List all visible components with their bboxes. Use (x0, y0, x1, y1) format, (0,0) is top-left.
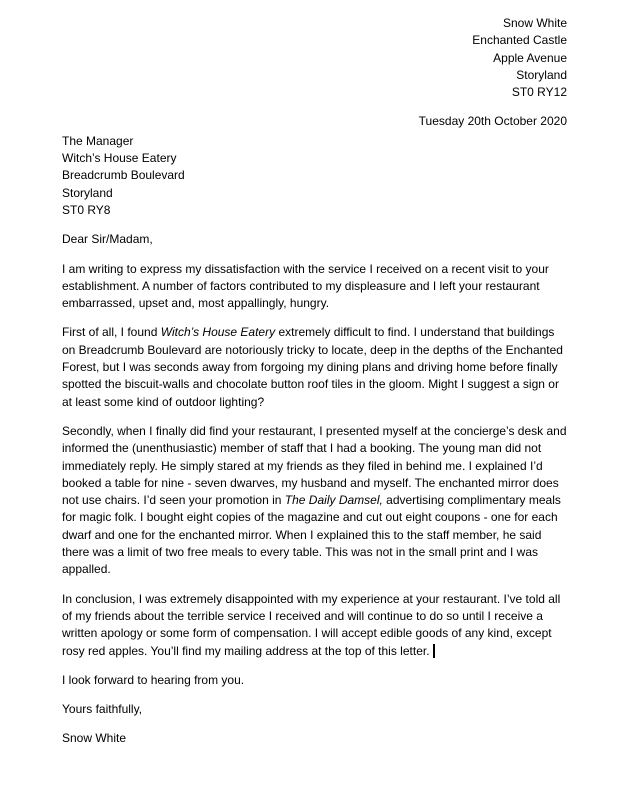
italic-text-run[interactable]: Witch’s House Eatery (160, 325, 276, 340)
recipient-address-line[interactable]: Breadcrumb Boulevard (62, 168, 185, 183)
sender-address-line[interactable]: Apple Avenue (493, 50, 567, 65)
text-cursor (433, 644, 435, 658)
recipient-address-block (62, 133, 567, 219)
italic-text-run[interactable]: The Daily Damsel, (284, 493, 383, 508)
sender-address-line[interactable]: ST0 RY12 (511, 85, 567, 100)
closing-line[interactable]: Yours faithfully, (62, 702, 143, 717)
body-paragraph-1[interactable] (62, 261, 567, 313)
recipient-address-line[interactable]: Storyland (62, 185, 113, 200)
outro-line[interactable]: I look forward to hearing from you. (62, 672, 245, 687)
sender-address-line[interactable]: Storyland (516, 67, 567, 82)
body-paragraph-2[interactable] (62, 324, 567, 410)
salutation[interactable]: Dear Sir/Madam, (62, 232, 153, 247)
text-run[interactable]: First of all, I found (62, 325, 161, 340)
sender-address-block (62, 15, 567, 101)
text-run[interactable]: I am writing to express my dissatisfaction with the service I received on a recent visit to your establishment. A number of factors contributed to my displeasure and I left your restaurant embarrassed, upset and, most appallingly, hungry. (62, 261, 549, 311)
text-run[interactable]: Secondly, when I finally did find your restaurant, I presented myself at the concierge’s desk and informed the (unenthusiastic) member of staff that I had a booking. The young man did not immediately reply. He simply stared at my friends as they filed in behind me. I explained I’d booked a table for nine - seven dwarves, my husband and myself. The enchanted mirror does not use chairs. I’d seen your promotion in (62, 423, 567, 508)
recipient-address-line[interactable]: Witch’s House Eatery (62, 151, 177, 166)
letter-body (62, 261, 567, 660)
text-run[interactable]: In conclusion, I was extremely disappointed with my experience at your restaurant. I’ve told all of my friends about the terrible service I received and will continue to do so until I receive a written apology or some form of compensation. I will accept edible goods of any kind, except rosy red apples. You’ll find my mailing address at the top of this letter. (62, 591, 561, 658)
date-line[interactable]: Tuesday 20th October 2020 (418, 114, 567, 129)
body-paragraph-3[interactable] (62, 423, 567, 579)
sender-address-line[interactable]: Snow White (502, 16, 567, 30)
recipient-address-line[interactable]: ST0 RY8 (62, 202, 111, 217)
text-run[interactable]: extremely difficult to find. I understand that buildings on Breadcrumb Boulevard are notoriously tricky to locate, deep in the depths of the Enchanted Forest, but I was seconds away from forgoing my dining plans and driving home before finally spotted the biscuit-walls and chocolate button roof tiles in the gloom. Might I suggest a sign or at least some kind of outdoor lighting? (62, 325, 563, 409)
signature-name[interactable]: Snow White (62, 731, 127, 746)
sender-address-line[interactable]: Enchanted Castle (472, 33, 567, 48)
text-run[interactable]: advertising complimentary meals for magic folk. I bought eight copies of the magazine and cut out eight coupons - one for each dwarf and one for the enchanted mirror. When I explained this to the staff member, he said there was a limit of two free meals to every table. This was not in the small print and I was appalled. (62, 493, 561, 577)
body-paragraph-4[interactable] (62, 591, 567, 660)
recipient-address-line[interactable]: The Manager (62, 133, 134, 148)
